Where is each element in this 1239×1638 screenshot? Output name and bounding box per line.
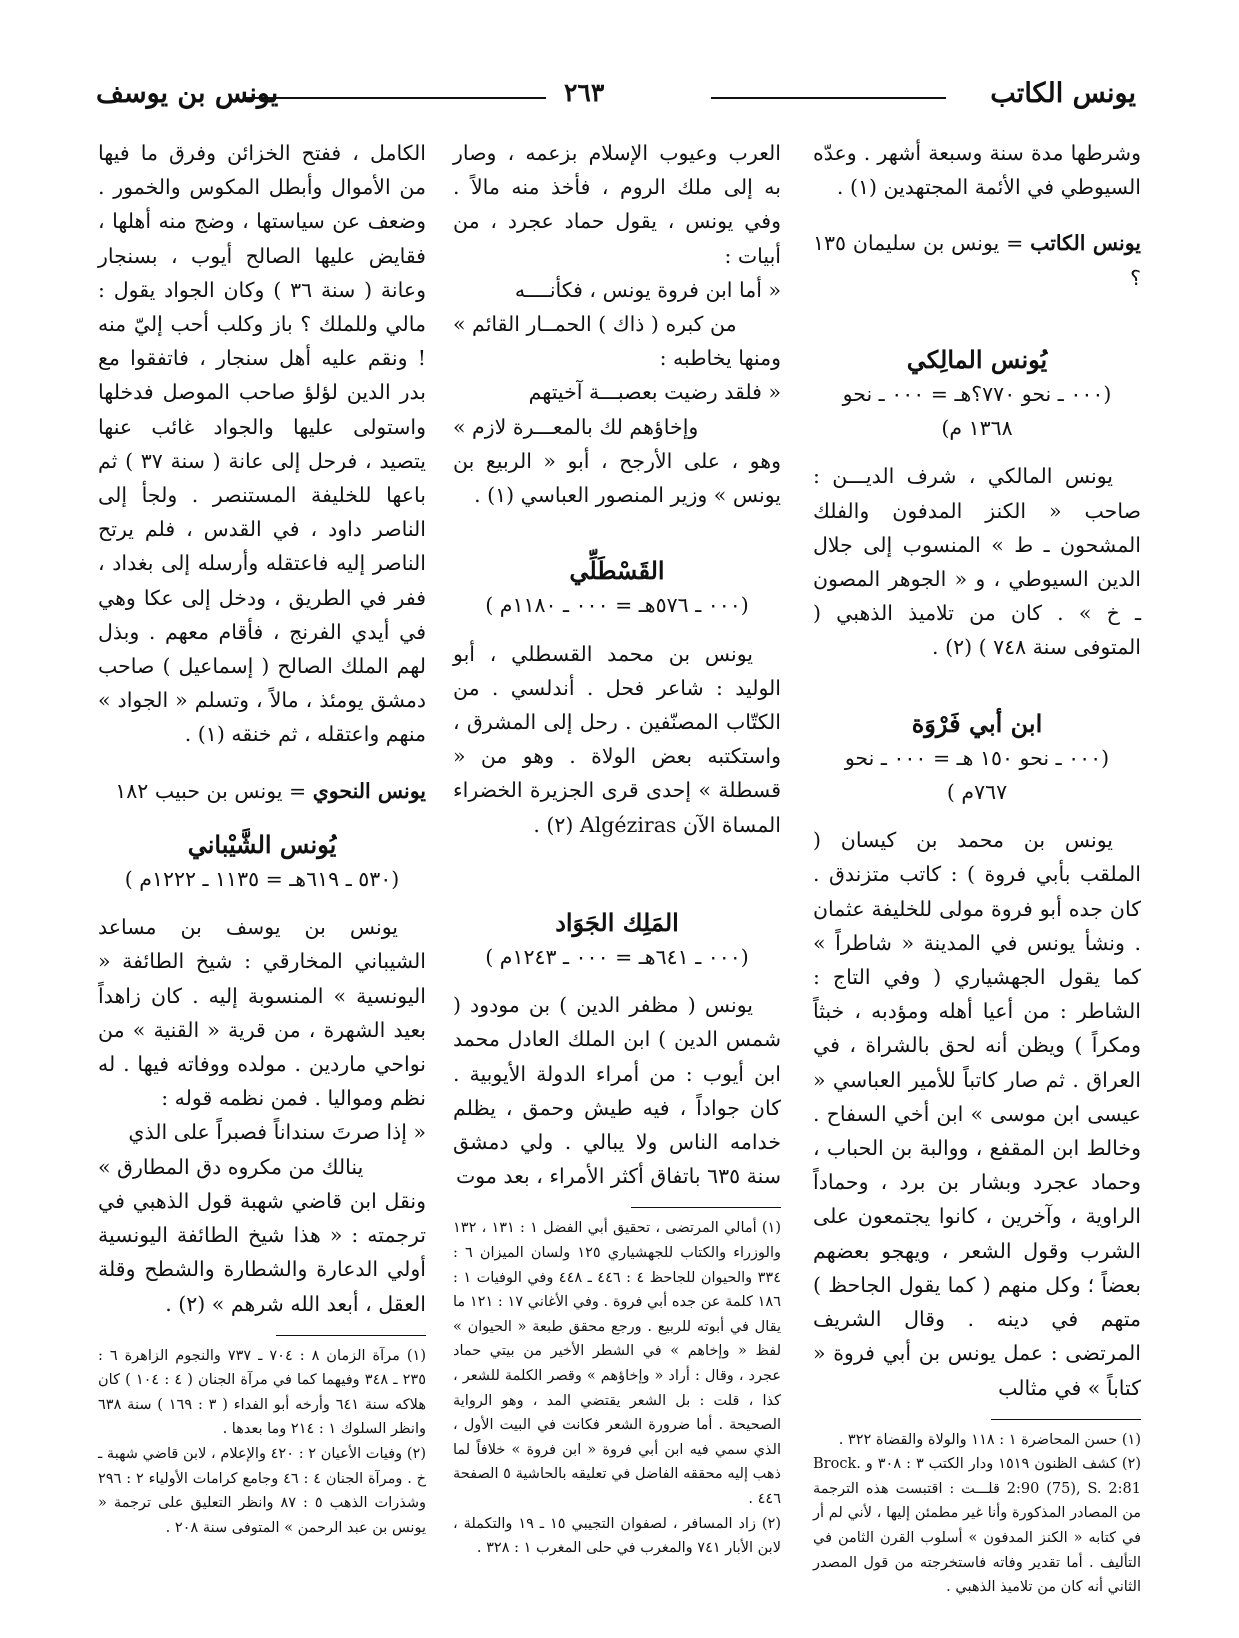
entry-dates-line1: (٠٠٠ ـ نحو ٧٧٠؟هـ = ٠٠٠ ـ نحو xyxy=(842,382,1112,407)
entry-title-ibn-abi-farwa: ابن أبي فَرْوَة xyxy=(911,708,1043,738)
xref-target: = يونس بن حبيب ١٨٢ xyxy=(115,778,313,803)
footnote-rule xyxy=(631,1207,781,1208)
verse-line: ينالك من مكروه دق المطارق » xyxy=(98,1154,364,1179)
column-left xyxy=(98,136,426,1540)
footnote-rule xyxy=(991,1419,1141,1420)
header-rule-right xyxy=(711,97,946,99)
entry-dates-shaybani: (٥٣٠ ـ ٦١٩هـ = ١١٣٥ ـ ١٢٢٢م ) xyxy=(124,867,400,892)
entry-dates-line2: ٧٦٧م ) xyxy=(946,780,1008,805)
footnote-1: (١) مرآة الزمان ٨ : ٧٠٤ ـ ٧٣٧ والنجوم الزاهرة ٦ : ٢٣٥ ـ ٣٤٨ وفيهما كما في مرآة الجنان ( ٤ : ١٠٤ ) كان هلاكه سنة ٦٤١ وأرخه أبو الفداء ( ٣ : ١٦٩ ) سنة ٦٣٨ وانظر السلوك ١ : ٢١٤ وما بعدها . xyxy=(98,1347,427,1438)
verse-line: « إذا صرتَ سنداناً فصبراً على الذي xyxy=(128,1120,426,1145)
xref-target: = يونس بن سليمان ١٣٥ ؟ xyxy=(813,231,1141,290)
continued-text: وشرطها مدة سنة وسبعة أشهر . وعدّه السيوطي في الأئمة المجتهدين (١) . xyxy=(813,141,1141,200)
footnote-2-part-b: قلـــت : اقتبست هذه الترجمة من المصادر المذكورة وأنا غير مطمئن إليها ، لأني لم أر في كتابه « الكنز المدفون » أسلوب القرن الثامن في التأليف . أما تقدير وفاته فاستخرجته من قول المصدر الثاني أنه كان من تلاميذ الذهبي . xyxy=(813,1480,1141,1596)
footnote-1: (١) حسن المحاضرة ١ : ١١٨ والولاة والقضاة ٣٢٢ . xyxy=(838,1431,1141,1448)
verse-line: « أما ابن فروة يونس ، فكأنــــه xyxy=(514,277,781,302)
verse-line: من كبره ( ذاك ) الحمــار القائم » xyxy=(453,312,737,337)
footnote-2-latin-ref: Brock. 2:90 (75), S. 2:81 xyxy=(813,1456,1141,1497)
entry-body-after-verse: ونقل ابن قاضي شهبة قول الذهبي في ترجمته : « هذا شيخ الطائفة اليونسية أولي الدعارة والشطارة والشطح وقلة العقل ، أبعد الله شرهم » (٢) . xyxy=(98,1188,426,1316)
latin-place-name: Algéziras xyxy=(579,812,677,837)
entry-dates-maliki xyxy=(813,377,1141,445)
running-header xyxy=(96,78,1136,118)
entry-title-shaybani: يُونس الشَّيْباني xyxy=(187,829,337,859)
footnote-2 xyxy=(813,1452,1141,1600)
footnote-2-part-a: (٢) كشف الظنون ١٥١٩ ودار الكتب ٣ : ٣٠٨ و xyxy=(865,1456,1141,1473)
verse-intro: ومنها يخاطبه : xyxy=(659,346,781,371)
continued-text: العرب وعيوب الإسلام بزعمه ، وصار به إلى ملك الروم ، فأخذ منه مالاً . وفي يونس ، يقول حماد عجرد ، من أبيات : xyxy=(453,141,781,268)
entry-body-malik-jawad: يونس ( مظفر الدين ) بن مودود ( شمس الدين ) ابن الملك العادل محمد ابن أيوب : من أمراء الدولة الأيوبية . كان جواداً ، فيه طيش وحمق ، يظلم خدامه الناس ولا يبالي . ولي دمشق سنة ٦٣٥ باتفاق أكثر الأمراء ، بعد موت xyxy=(453,993,781,1189)
footnote-2: (٢) وفيات الأعيان ٢ : ٤٢٠ والإعلام ، لابن قاضي شهبة ـ خ . ومرآة الجنان ٤ : ٤٦ وجامع كرامات الأولياء ٢ : ٢٩٦ وشذرات الذهب ٥ : ٨٧ وانظر التعليق على ترجمة « يونس بن عبد الرحمن » المتوفى سنة ٢٠٨ . xyxy=(98,1446,427,1536)
footnote-marker: (٢) . xyxy=(533,812,574,837)
entry-title-maliki: يُونس المالِكي xyxy=(906,344,1048,374)
xref-heading: يونس النحوي xyxy=(312,778,426,803)
entry-dates-line1: (٠٠٠ ـ نحو ١٥٠ هـ = ٠٠٠ ـ نحو xyxy=(844,745,1110,770)
continued-text: الكامل ، ففتح الخزائن وفرق ما فيها من الأموال وأبطل المكوس والخمور . وضعف عن سياستها ، وضج منه أهلها ، فقايض عليها الصالح أيوب ، بسنجار وعانة ( سنة ٣٦ ) وكان الجواد يقول : مالي وللملك ؟ باز وكلب أحب إليّ منه ! ونقم عليه أهل سنجار ، فاتفقوا مع بدر الدين لؤلؤ صاحب الموصل فدخلها واستولى عليها والجواد غائب عنها يتصيد ، فرحل إلى عانة ( سنة ٣٧ ) ثم باعها للخليفة المستنصر . ولجأ إلى الناصر داود ، في القدس ، فلم يرتح الناصر إليه فاعتقله وأرسله إلى بغداد ، ففر في الطريق ، ودخل إلى عكا وهي في أيدي الفرنج ، فأقام معهم . وبذل لهم الملك الصالح ( إسماعيل ) صاحب دمشق يومئذ ، مالاً ، وتسلم « الجواد » منهم واعتقله ، ثم خنقه (١) . xyxy=(98,141,426,747)
entry-dates-qastalli: (٠٠٠ ـ ٥٧٦هـ = ٠٠٠ ـ ١١٨٠م ) xyxy=(485,593,749,618)
footnote-1: (١) أمالي المرتضى ، تحقيق أبي الفضل ١ : ١٣١ ، ١٣٢ والوزراء والكتاب للجهشياري ١٢٥ ولسان الميزان ٦ : ٣٣٤ والحيوان للجاحظ ٤ : ٤٤٦ ـ ٤٤٨ وفي الوفيات ١ : ١٨٦ كلمة عن جده أبي فروة . وفي الأغاني ١٧ : ١٢١ ما يقال في أبوته للربيع . ورجع محقق طبعة « الحيوان » لفظ « وإخاهم » في الشطر الأخير من بيتي حماد عجرد ، وقال : أراد « وإخاؤهم » وقصر الكلمة للشعر ، كذا ، قلت : بل الشعر يقتضي المد ، وهو الرواية الصحيحة . أما ضرورة الشعر فكانت في البيت الأول ، الذي سمي فيه ابن أبي فروة « ابن فروة » خلافاً لما ذهب إليه محققه الفاضل في تعليقه بالحاشية ٥ الصفحة ٤٤٦ . xyxy=(453,1220,782,1508)
header-right-title: يونس الكاتب xyxy=(990,78,1136,109)
verse-after: وهو ، على الأرجح ، أبو « الربيع بن يونس » وزير المنصور العباسي (١) . xyxy=(453,448,781,508)
entry-dates-malik-jawad: (٠٠٠ ـ ٦٤١هـ = ٠٠٠ ـ ١٢٤٣م ) xyxy=(485,945,749,970)
xref-heading: يونس الكاتب xyxy=(1030,231,1141,256)
entry-body-ibn-abi-farwa: يونس بن محمد بن كيسان ( الملقب بأبي فروة ) : كاتب متزندق . كان جده أبو فروة مولى للخليفة عثمان . ونشأ يونس في المدينة « شاطراً » كما يقول الجهشياري ( وفي التاج : الشاطر : من أعيا أهله ومؤدبه ، خبثاً ومكراً ) ويظن أنه لحق بالشراة ، في العراق . ثم صار كاتباً للأمير العباسي « عيسى ابن موسى » ابن أخي السفاح . وخالط ابن المقفع ، ووالبة بن الحباب ، وحماد عجرد وبشار بن برد ، وحماداً الراوية ، وآخرين ، كانوا يجتمعون على الشرب وقول الشعر ، ويهجو بعضهم بعضاً ؛ وكل منهم ( كما يقول الجاحظ ) متهم في دينه . وقال الشريف المرتضى : عمل يونس بن أبي فروة « كتاباً » في مثالب xyxy=(813,828,1141,1400)
footnote-rule xyxy=(276,1335,426,1336)
entry-body-shaybani: يونس بن يوسف بن مساعد الشيباني المخارقي : شيخ الطائفة « اليونسية » المنسوبة إليه . كان زاهداً بعيد الشهرة ، من قرية « القنية » من نواحي ماردين . مولده ووفاته فيها . له نظم ومواليا . فمن نظمه قوله : xyxy=(98,915,426,1111)
footnote-2: (٢) زاد المسافر ، لصفوان التجيبي ١٥ ـ ١٩ والتكملة ، لابن الأبار ٧٤١ والمغرب في حلى المغرب ١ : ٣٢٨ . xyxy=(453,1515,782,1557)
header-rule-left xyxy=(246,97,546,99)
cross-reference xyxy=(98,774,426,808)
entry-title-malik-jawad: المَلِك الجَوَاد xyxy=(555,907,679,937)
page-number: ٢٦٣ xyxy=(564,78,605,107)
cross-reference xyxy=(813,226,1141,294)
entry-body-text: يونس بن محمد القسطلي ، أبو الوليد : شاعر فحل . أندلسي . من الكتّاب المصنّفين . رحل إلى المشرق ، واستكتبه بعض الولاة . وهو من « قسطلة » إحدى قرى الجزيرة الخضراء المساة الآن xyxy=(453,641,781,837)
column-middle xyxy=(453,136,781,1561)
entry-body-maliki: يونس المالكي ، شرف الديـــن : صاحب « الكنز المدفون والفلك المشحون ـ ط » المنسوب إلى جلال الدين السيوطي ، و « الجوهر المصون ـ خ » . كان من تلاميذ الذهبي ( المتوفى سنة ٧٤٨ ) (٢) . xyxy=(813,464,1141,660)
entry-body-qastalli xyxy=(453,637,781,842)
entry-title-qastalli: القَسْطَلِّي xyxy=(569,556,665,586)
verse-line: وإخاؤهم لك بالمعـــرة لازم » xyxy=(453,414,699,439)
entry-dates-ibn-abi-farwa xyxy=(813,741,1141,809)
entry-dates-line2: ١٣٦٨ م) xyxy=(941,416,1013,441)
column-right xyxy=(813,136,1141,1600)
verse-line: « فلقد رضيت بعصبـــة آخيتهم xyxy=(528,380,781,405)
header-left-title: يونس بن يوسف xyxy=(96,78,279,109)
